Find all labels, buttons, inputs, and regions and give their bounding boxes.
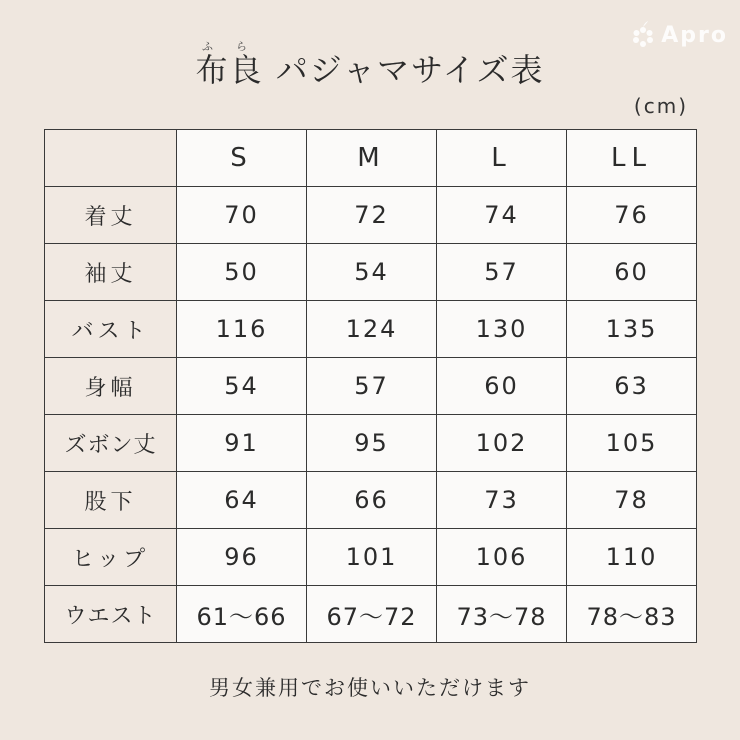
table-cell: 67～72 xyxy=(307,586,437,643)
column-header-s: S xyxy=(177,130,307,187)
table-cell: 78 xyxy=(567,472,697,529)
row-label: 袖丈 xyxy=(45,244,177,301)
title-area xyxy=(0,40,740,91)
table-row xyxy=(45,301,697,358)
table-cell: 96 xyxy=(177,529,307,586)
table-cell: 73 xyxy=(437,472,567,529)
table-cell: 63 xyxy=(567,358,697,415)
table-row xyxy=(45,358,697,415)
row-label: ヒップ xyxy=(45,529,177,586)
title-ruby: ふら xyxy=(195,40,264,53)
table-cell: 64 xyxy=(177,472,307,529)
column-header-ll: LL xyxy=(567,130,697,187)
table-row xyxy=(45,187,697,244)
table-cell: 74 xyxy=(437,187,567,244)
title-kanji xyxy=(195,40,264,89)
table-cell: 73～78 xyxy=(437,586,567,643)
table-cell: 66 xyxy=(307,472,437,529)
table-cell: 102 xyxy=(437,415,567,472)
table-cell: 60 xyxy=(437,358,567,415)
table-row xyxy=(45,244,697,301)
logo-text: Apro xyxy=(661,22,728,48)
table-cell: 60 xyxy=(567,244,697,301)
table-cell: 72 xyxy=(307,187,437,244)
corner-cell xyxy=(45,130,177,187)
row-label: 股下 xyxy=(45,472,177,529)
row-label: バスト xyxy=(45,301,177,358)
table-cell: 130 xyxy=(437,301,567,358)
size-table xyxy=(44,129,697,643)
footer-note: 男女兼用でお使いいただけます xyxy=(209,676,531,700)
column-header-m: M xyxy=(307,130,437,187)
table-cell: 95 xyxy=(307,415,437,472)
table-row xyxy=(45,529,697,586)
table-cell: 54 xyxy=(307,244,437,301)
title-text: パジャマサイズ表 xyxy=(275,51,545,89)
table-cell: 70 xyxy=(177,187,307,244)
table-row xyxy=(45,415,697,472)
table-cell: 50 xyxy=(177,244,307,301)
table-row xyxy=(45,472,697,529)
header-row xyxy=(45,130,697,187)
row-label: ウエスト xyxy=(45,586,177,643)
row-label: 身幅 xyxy=(45,358,177,415)
table-cell: 110 xyxy=(567,529,697,586)
table-cell: 57 xyxy=(437,244,567,301)
table-cell: 78～83 xyxy=(567,586,697,643)
unit-label: (cm) xyxy=(633,94,688,118)
table-cell: 76 xyxy=(567,187,697,244)
table-cell: 91 xyxy=(177,415,307,472)
table-cell: 106 xyxy=(437,529,567,586)
table-cell: 57 xyxy=(307,358,437,415)
table-cell: 135 xyxy=(567,301,697,358)
row-label: 着丈 xyxy=(45,187,177,244)
row-label: ズボン丈 xyxy=(45,415,177,472)
table-cell: 101 xyxy=(307,529,437,586)
table-cell: 105 xyxy=(567,415,697,472)
table-row xyxy=(45,586,697,643)
table-cell: 116 xyxy=(177,301,307,358)
title-kanji-text: 布良 xyxy=(195,51,264,89)
table-cell: 61～66 xyxy=(177,586,307,643)
table-cell: 54 xyxy=(177,358,307,415)
page-title xyxy=(196,40,545,91)
column-header-l: L xyxy=(437,130,567,187)
table-cell: 124 xyxy=(307,301,437,358)
